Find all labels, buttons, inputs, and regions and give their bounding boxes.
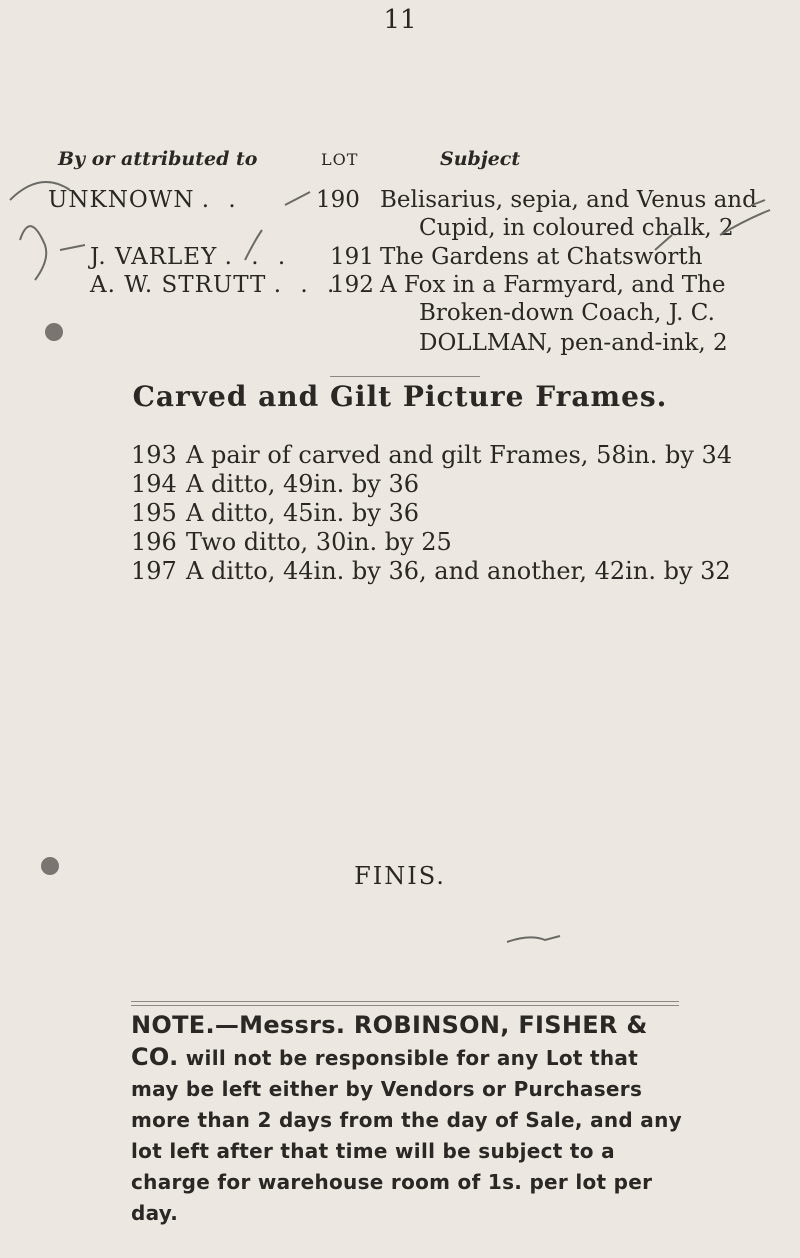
lot-subject-line: DOLLMAN, pen-and-ink, 2 — [419, 330, 728, 356]
header-subject: Subject — [440, 148, 521, 170]
note-body: will not be responsible for any Lot that may be left either by Vendors or Purchasers more than 2 days from the day of Sale, and any lot left after that time will be subject to a charge for warehouse room of 1s. per lot per day. — [131, 1046, 682, 1225]
frame-description: Two ditto, 30in. by 25 — [186, 528, 452, 556]
finis-label: FINIS. — [354, 862, 446, 890]
lot-number: 191 — [330, 244, 374, 270]
frame-item — [131, 557, 731, 585]
section-divider — [330, 376, 480, 377]
note-paragraph — [131, 1010, 691, 1229]
leader-dots: . . . — [273, 272, 341, 298]
frame-lot-number: 196 — [131, 528, 177, 556]
pen-stroke-mark — [505, 930, 565, 950]
ink-blot-icon — [40, 318, 70, 348]
header-artist: By or attributed to — [58, 148, 258, 170]
artist-name: J. VARLEY — [90, 244, 218, 270]
frame-item — [131, 499, 419, 527]
leader-dots: . . . — [224, 244, 292, 270]
artist-name: A. W. STRUTT — [90, 272, 267, 298]
lot-number: 192 — [330, 272, 374, 298]
pen-annotation-marks — [0, 150, 800, 350]
leader-dots: . . — [201, 187, 242, 213]
header-lot: LOT — [321, 150, 359, 169]
frame-description: A ditto, 49in. by 36 — [186, 470, 420, 498]
frame-item — [131, 528, 452, 556]
note-rule-top — [131, 1001, 679, 1002]
frame-lot-number: 195 — [131, 499, 177, 527]
lot-subject-line: Broken-down Coach, J. C. — [419, 300, 715, 326]
frame-lot-number: 197 — [131, 557, 177, 585]
frame-lot-number: 193 — [131, 441, 177, 469]
frame-item — [131, 470, 419, 498]
lot-subject-line: Belisarius, sepia, and Venus and — [380, 187, 757, 213]
frame-description: A pair of carved and gilt Frames, 58in. by 34 — [186, 441, 733, 469]
section-title: Carved and Gilt Picture Frames. — [132, 380, 668, 413]
frame-description: A ditto, 45in. by 36 — [186, 499, 420, 527]
frame-item — [131, 441, 732, 469]
lot-subject-line: A Fox in a Farmyard, and The — [380, 272, 726, 298]
note-rule-bottom — [131, 1005, 679, 1006]
lot-number: 190 — [316, 187, 360, 213]
note-lead: NOTE.—Messrs. ROBINSON, FISHER & CO. — [131, 1011, 648, 1071]
lot-subject-line: The Gardens at Chatsworth — [380, 244, 703, 270]
frame-description: A ditto, 44in. by 36, and another, 42in. by 32 — [186, 557, 731, 585]
lot-subject-line: Cupid, in coloured chalk, 2 — [419, 215, 734, 241]
page-number: 11 — [383, 5, 417, 35]
artist-name: UNKNOWN — [48, 187, 195, 213]
frame-lot-number: 194 — [131, 470, 177, 498]
ink-blot-icon — [36, 852, 66, 882]
